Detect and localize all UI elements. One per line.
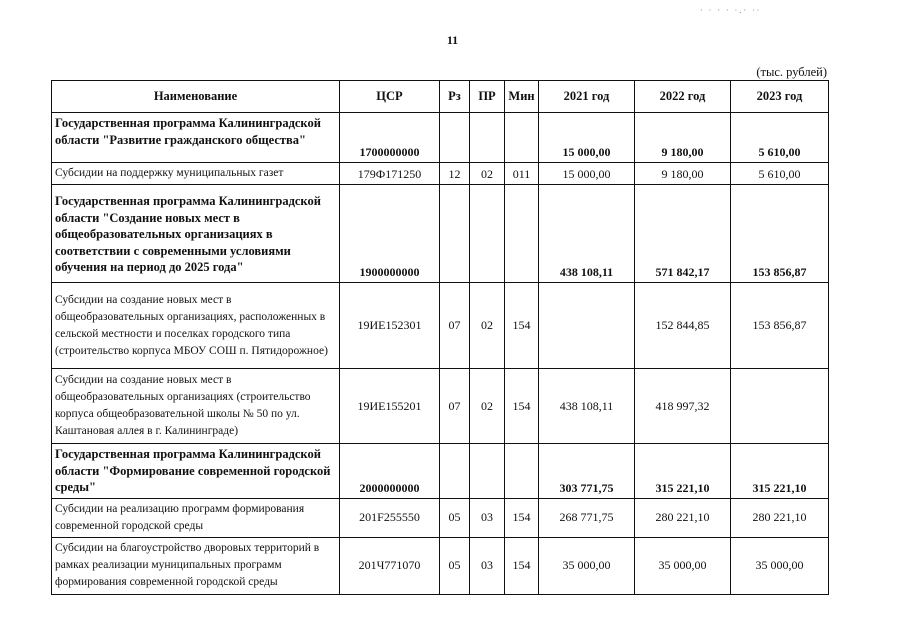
budget-table <box>51 80 829 595</box>
row-2022: 152 844,85 <box>635 283 731 369</box>
row-min: 154 <box>505 498 539 537</box>
units-label: (тыс. рублей) <box>756 65 827 79</box>
row-pr <box>470 444 505 499</box>
row-name: Субсидии на создание новых мест в общеобразовательных организациях (строительство корпуса общеобразовательной школы № 50 по ул. Каштановая аллея в г. Калининграде) <box>52 369 340 444</box>
row-csr: 19ИЕ152301 <box>340 283 440 369</box>
page-number: 11 <box>446 33 459 47</box>
row-name: Субсидии на создание новых мест в общеобразовательных организациях, расположенных в сельской местности и поселках городского типа (строительство корпуса МБОУ СОШ п. Пятидорожное) <box>52 283 340 369</box>
table-header-row <box>52 81 829 113</box>
table-row <box>52 537 829 594</box>
row-min: 154 <box>505 369 539 444</box>
row-csr: 19ИЕ155201 <box>340 369 440 444</box>
row-2021: 438 108,11 <box>539 369 635 444</box>
row-2022: 280 221,10 <box>635 498 731 537</box>
header-csr: ЦСР <box>340 81 440 113</box>
row-2023: 5 610,00 <box>731 113 829 163</box>
row-csr: 1900000000 <box>340 185 440 283</box>
header-2023: 2023 год <box>731 81 829 113</box>
table-row <box>52 185 829 283</box>
row-2022: 9 180,00 <box>635 163 731 185</box>
row-csr: 201Ч771070 <box>340 537 440 594</box>
table-row <box>52 444 829 499</box>
row-csr: 2000000000 <box>340 444 440 499</box>
row-2022: 315 221,10 <box>635 444 731 499</box>
header-2021: 2021 год <box>539 81 635 113</box>
header-2022: 2022 год <box>635 81 731 113</box>
row-pr: 03 <box>470 498 505 537</box>
row-2023: 153 856,87 <box>731 283 829 369</box>
row-min <box>505 444 539 499</box>
table-row <box>52 369 829 444</box>
row-2021: 15 000,00 <box>539 113 635 163</box>
row-name: Государственная программа Калининградской области "Формирование современной городской среды" <box>52 444 340 499</box>
row-rz <box>440 444 470 499</box>
row-name: Государственная программа Калининградской области "Развитие гражданского общества" <box>52 113 340 163</box>
row-pr: 02 <box>470 163 505 185</box>
row-rz: 07 <box>440 283 470 369</box>
row-name: Субсидии на реализацию программ формирования современной городской среды <box>52 498 340 537</box>
row-min: 154 <box>505 283 539 369</box>
row-min <box>505 185 539 283</box>
row-rz: 05 <box>440 537 470 594</box>
row-2023: 153 856,87 <box>731 185 829 283</box>
row-pr: 02 <box>470 369 505 444</box>
row-pr <box>470 113 505 163</box>
row-2023: 315 221,10 <box>731 444 829 499</box>
row-2022: 9 180,00 <box>635 113 731 163</box>
row-pr <box>470 185 505 283</box>
row-2021: 438 108,11 <box>539 185 635 283</box>
table-row <box>52 113 829 163</box>
row-2023: 5 610,00 <box>731 163 829 185</box>
row-2021 <box>539 283 635 369</box>
row-2022: 571 842,17 <box>635 185 731 283</box>
header-rz: Рз <box>440 81 470 113</box>
row-pr: 02 <box>470 283 505 369</box>
row-rz <box>440 113 470 163</box>
scan-corner-mark: · · · · ·.· ·· <box>700 6 762 15</box>
row-rz: 07 <box>440 369 470 444</box>
row-rz: 05 <box>440 498 470 537</box>
header-pr: ПР <box>470 81 505 113</box>
row-rz: 12 <box>440 163 470 185</box>
row-2022: 418 997,32 <box>635 369 731 444</box>
row-name: Субсидии на благоустройство дворовых территорий в рамках реализации муниципальных программ формирования современной городской среды <box>52 537 340 594</box>
row-2023: 280 221,10 <box>731 498 829 537</box>
row-csr: 1700000000 <box>340 113 440 163</box>
table-row <box>52 283 829 369</box>
row-2021: 15 000,00 <box>539 163 635 185</box>
row-2023 <box>731 369 829 444</box>
row-min: 011 <box>505 163 539 185</box>
header-min: Мин <box>505 81 539 113</box>
row-name: Субсидии на поддержку муниципальных газет <box>52 163 340 185</box>
row-pr: 03 <box>470 537 505 594</box>
header-name: Наименование <box>52 81 340 113</box>
row-2022: 35 000,00 <box>635 537 731 594</box>
row-csr: 179Ф171250 <box>340 163 440 185</box>
row-2021: 35 000,00 <box>539 537 635 594</box>
row-min <box>505 113 539 163</box>
row-2021: 268 771,75 <box>539 498 635 537</box>
table-row <box>52 498 829 537</box>
table-row <box>52 163 829 185</box>
row-rz <box>440 185 470 283</box>
row-csr: 201F255550 <box>340 498 440 537</box>
row-2023: 35 000,00 <box>731 537 829 594</box>
row-name: Государственная программа Калининградской области "Создание новых мест в общеобразовательных организациях в соответствии с современными условиями обучения на период до 2025 года" <box>52 185 340 283</box>
row-2021: 303 771,75 <box>539 444 635 499</box>
row-min: 154 <box>505 537 539 594</box>
